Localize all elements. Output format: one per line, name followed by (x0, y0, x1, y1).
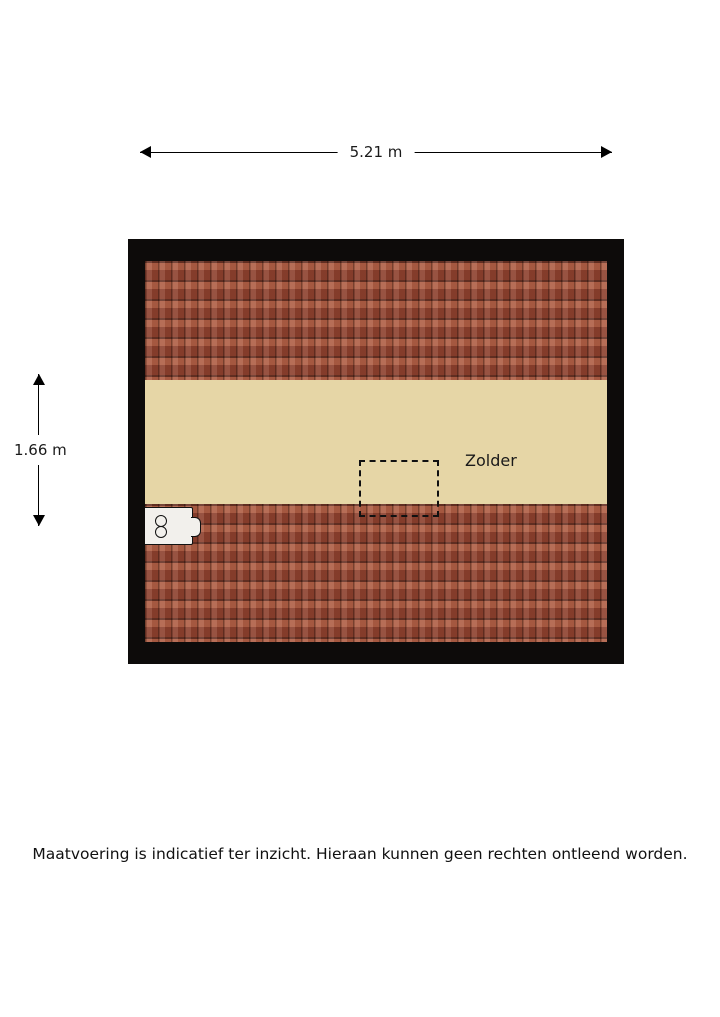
boiler-appliance-icon (145, 507, 193, 545)
room-label-zolder: Zolder (465, 451, 517, 470)
roof-slope-top (145, 261, 607, 380)
arrow-up-icon (33, 374, 45, 385)
roof-slope-bottom (145, 504, 607, 642)
height-dimension-label: 1.66 m (12, 435, 69, 465)
floorplan-drawing (128, 239, 624, 664)
top-dimension-width (140, 138, 612, 170)
attic-hatch-opening (359, 460, 439, 517)
arrow-left-icon (140, 146, 151, 158)
left-dimension-height (12, 374, 92, 526)
boiler-pipe-icon (191, 517, 201, 537)
width-dimension-label: 5.21 m (338, 138, 415, 167)
arrow-right-icon (601, 146, 612, 158)
boiler-dial-lower-icon (155, 526, 167, 538)
attic-floor-area (145, 261, 607, 642)
arrow-down-icon (33, 515, 45, 526)
disclaimer-note: Maatvoering is indicatief ter inzicht. Hieraan kunnen geen rechten ontleend worden. (32, 845, 688, 863)
